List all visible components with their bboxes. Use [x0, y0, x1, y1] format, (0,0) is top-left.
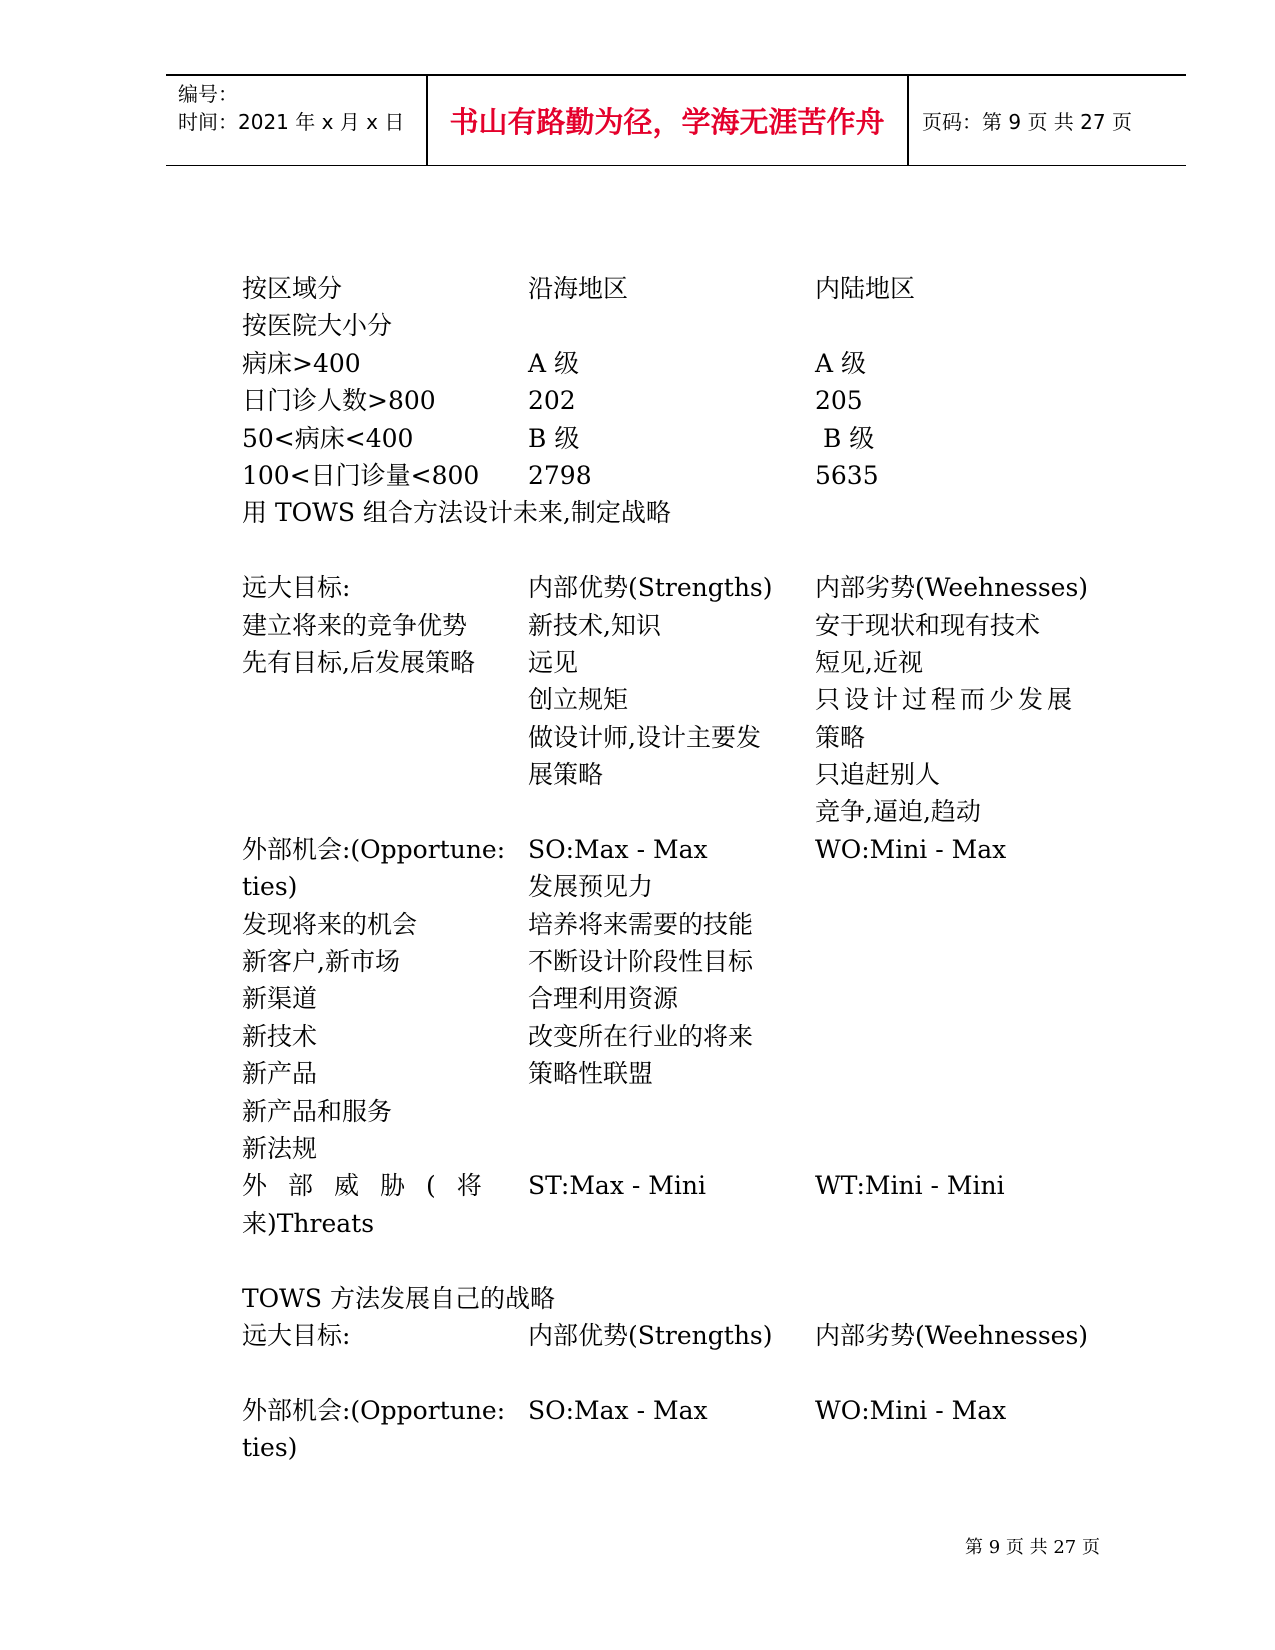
- cell: 只追赶别人: [815, 760, 941, 790]
- cell: 日门诊人数>800: [242, 386, 436, 416]
- cell: WO:Mini - Max: [815, 1395, 1007, 1425]
- section-heading: 用 TOWS 组合方法设计未来,制定战略: [242, 498, 671, 528]
- table-row: [242, 457, 1122, 494]
- cell: 新技术: [242, 1021, 318, 1051]
- cell: 202: [528, 386, 576, 416]
- header-page-info: 页码：第 9 页 共 27 页: [922, 109, 1132, 134]
- header-meta: [178, 80, 404, 136]
- cell: 按区域分: [242, 274, 343, 303]
- cell: SO:Max - Max: [528, 834, 708, 864]
- document-date: 时间：2021 年 x 月 x 日: [178, 110, 405, 134]
- section-heading: TOWS 方法发展自己的战略: [242, 1283, 555, 1313]
- cell: 建立将来的竞争优势: [242, 610, 468, 640]
- cell: 2798: [528, 460, 592, 490]
- cell: 远大目标:: [242, 1320, 351, 1350]
- page-footer: 第 9 页 共 27 页: [965, 1537, 1100, 1558]
- table-row: [242, 719, 1122, 756]
- table-row: [242, 1429, 1122, 1466]
- table-row: [242, 943, 1122, 980]
- table-row: [242, 494, 1122, 531]
- table-row: [242, 345, 1122, 382]
- cell: 外部威胁(将: [242, 1171, 503, 1201]
- cell: 50<病床<400: [242, 423, 414, 453]
- cell: [242, 793, 528, 830]
- cell: 做设计师,设计主要发: [528, 722, 761, 752]
- cell: 外部机会:(Opportune:: [242, 834, 506, 864]
- cell: 内部优势(Strengths): [528, 1320, 773, 1350]
- cell: 只设计过程而少发展: [815, 685, 1077, 715]
- table-row: [242, 420, 1122, 457]
- table-row: [242, 1392, 1122, 1429]
- spacer: [242, 532, 1122, 569]
- table-row: [242, 906, 1122, 943]
- table-row: [242, 868, 1122, 905]
- cell: 策略: [815, 722, 866, 752]
- header-motto: 书山有路勤为径，学海无涯苦作舟: [449, 104, 885, 139]
- cell: 不断设计阶段性目标: [528, 947, 754, 977]
- cell: 内部劣势(Weehnesses): [815, 573, 1089, 603]
- cell: 发展预见力: [528, 872, 654, 902]
- document-body: [242, 270, 1122, 1467]
- cell: 新产品和服务: [242, 1096, 393, 1126]
- cell: ST:Max - Mini: [528, 1171, 706, 1201]
- cell: 5635: [815, 460, 879, 490]
- table-row: [242, 681, 1122, 718]
- table-row: [242, 607, 1122, 644]
- cell: 205: [815, 386, 863, 416]
- cell: [242, 681, 528, 718]
- cell: 100<日门诊量<800: [242, 460, 480, 490]
- cell: 先有目标,后发展策略: [242, 647, 475, 677]
- table-row: [242, 793, 1122, 830]
- cell: 新渠道: [242, 984, 318, 1014]
- table-row: [242, 1280, 1122, 1317]
- cell: 创立规矩: [528, 685, 629, 715]
- table-row: [242, 1018, 1122, 1055]
- header-divider-right: [907, 74, 909, 166]
- cell: 内部优势(Strengths): [528, 573, 773, 603]
- cell: B 级: [528, 423, 580, 453]
- cell: 按医院大小分: [242, 311, 393, 341]
- cell: 培养将来需要的技能: [528, 909, 754, 939]
- cell: 沿海地区: [528, 274, 629, 303]
- cell: 短见,近视: [815, 647, 923, 677]
- cell: 新客户,新市场: [242, 947, 400, 977]
- table-row: [242, 756, 1122, 793]
- cell: 竞争,逼迫,趋动: [815, 797, 981, 827]
- cell: 来)Threats: [242, 1208, 375, 1238]
- document-number-label: 编号：: [178, 82, 238, 106]
- table-row: [242, 1205, 1122, 1242]
- cell: 远见: [528, 647, 579, 677]
- table-row: [242, 644, 1122, 681]
- page-header: [166, 74, 1186, 166]
- cell: A 级: [815, 348, 867, 378]
- cell: 合理利用资源: [528, 984, 679, 1014]
- cell: ties): [242, 1433, 298, 1463]
- cell: ties): [242, 872, 298, 902]
- table-row: [242, 1167, 1122, 1204]
- table-row: [242, 1055, 1122, 1092]
- cell: SO:Max - Max: [528, 1395, 708, 1425]
- cell: B 级: [815, 423, 875, 453]
- table-row: [242, 569, 1122, 606]
- table-row: [242, 980, 1122, 1017]
- cell: 外部机会:(Opportune:: [242, 1395, 506, 1425]
- cell: 改变所在行业的将来: [528, 1021, 754, 1051]
- cell: [242, 756, 528, 793]
- cell: 新产品: [242, 1059, 318, 1089]
- cell: 新技术,知识: [528, 610, 661, 640]
- cell: A 级: [528, 348, 580, 378]
- spacer: [242, 1354, 1122, 1391]
- spacer: [242, 1242, 1122, 1279]
- table-row: [242, 270, 1122, 307]
- cell: 策略性联盟: [528, 1059, 654, 1089]
- cell: 发现将来的机会: [242, 909, 418, 939]
- table-row: [242, 1130, 1122, 1167]
- table-row: [242, 382, 1122, 419]
- cell: 病床>400: [242, 348, 361, 378]
- cell: [528, 793, 815, 830]
- table-row: [242, 1317, 1122, 1354]
- table-row: [242, 1093, 1122, 1130]
- cell: 安于现状和现有技术: [815, 610, 1041, 640]
- cell: 新法规: [242, 1133, 318, 1163]
- cell: WT:Mini - Mini: [815, 1171, 1005, 1201]
- cell: 远大目标:: [242, 573, 351, 603]
- cell: [242, 719, 528, 756]
- cell: WO:Mini - Max: [815, 834, 1007, 864]
- cell: 内陆地区: [815, 274, 916, 303]
- table-row: [242, 831, 1122, 868]
- cell: 内部劣势(Weehnesses): [815, 1320, 1089, 1350]
- table-row: [242, 307, 1122, 344]
- cell: 展策略: [528, 760, 604, 790]
